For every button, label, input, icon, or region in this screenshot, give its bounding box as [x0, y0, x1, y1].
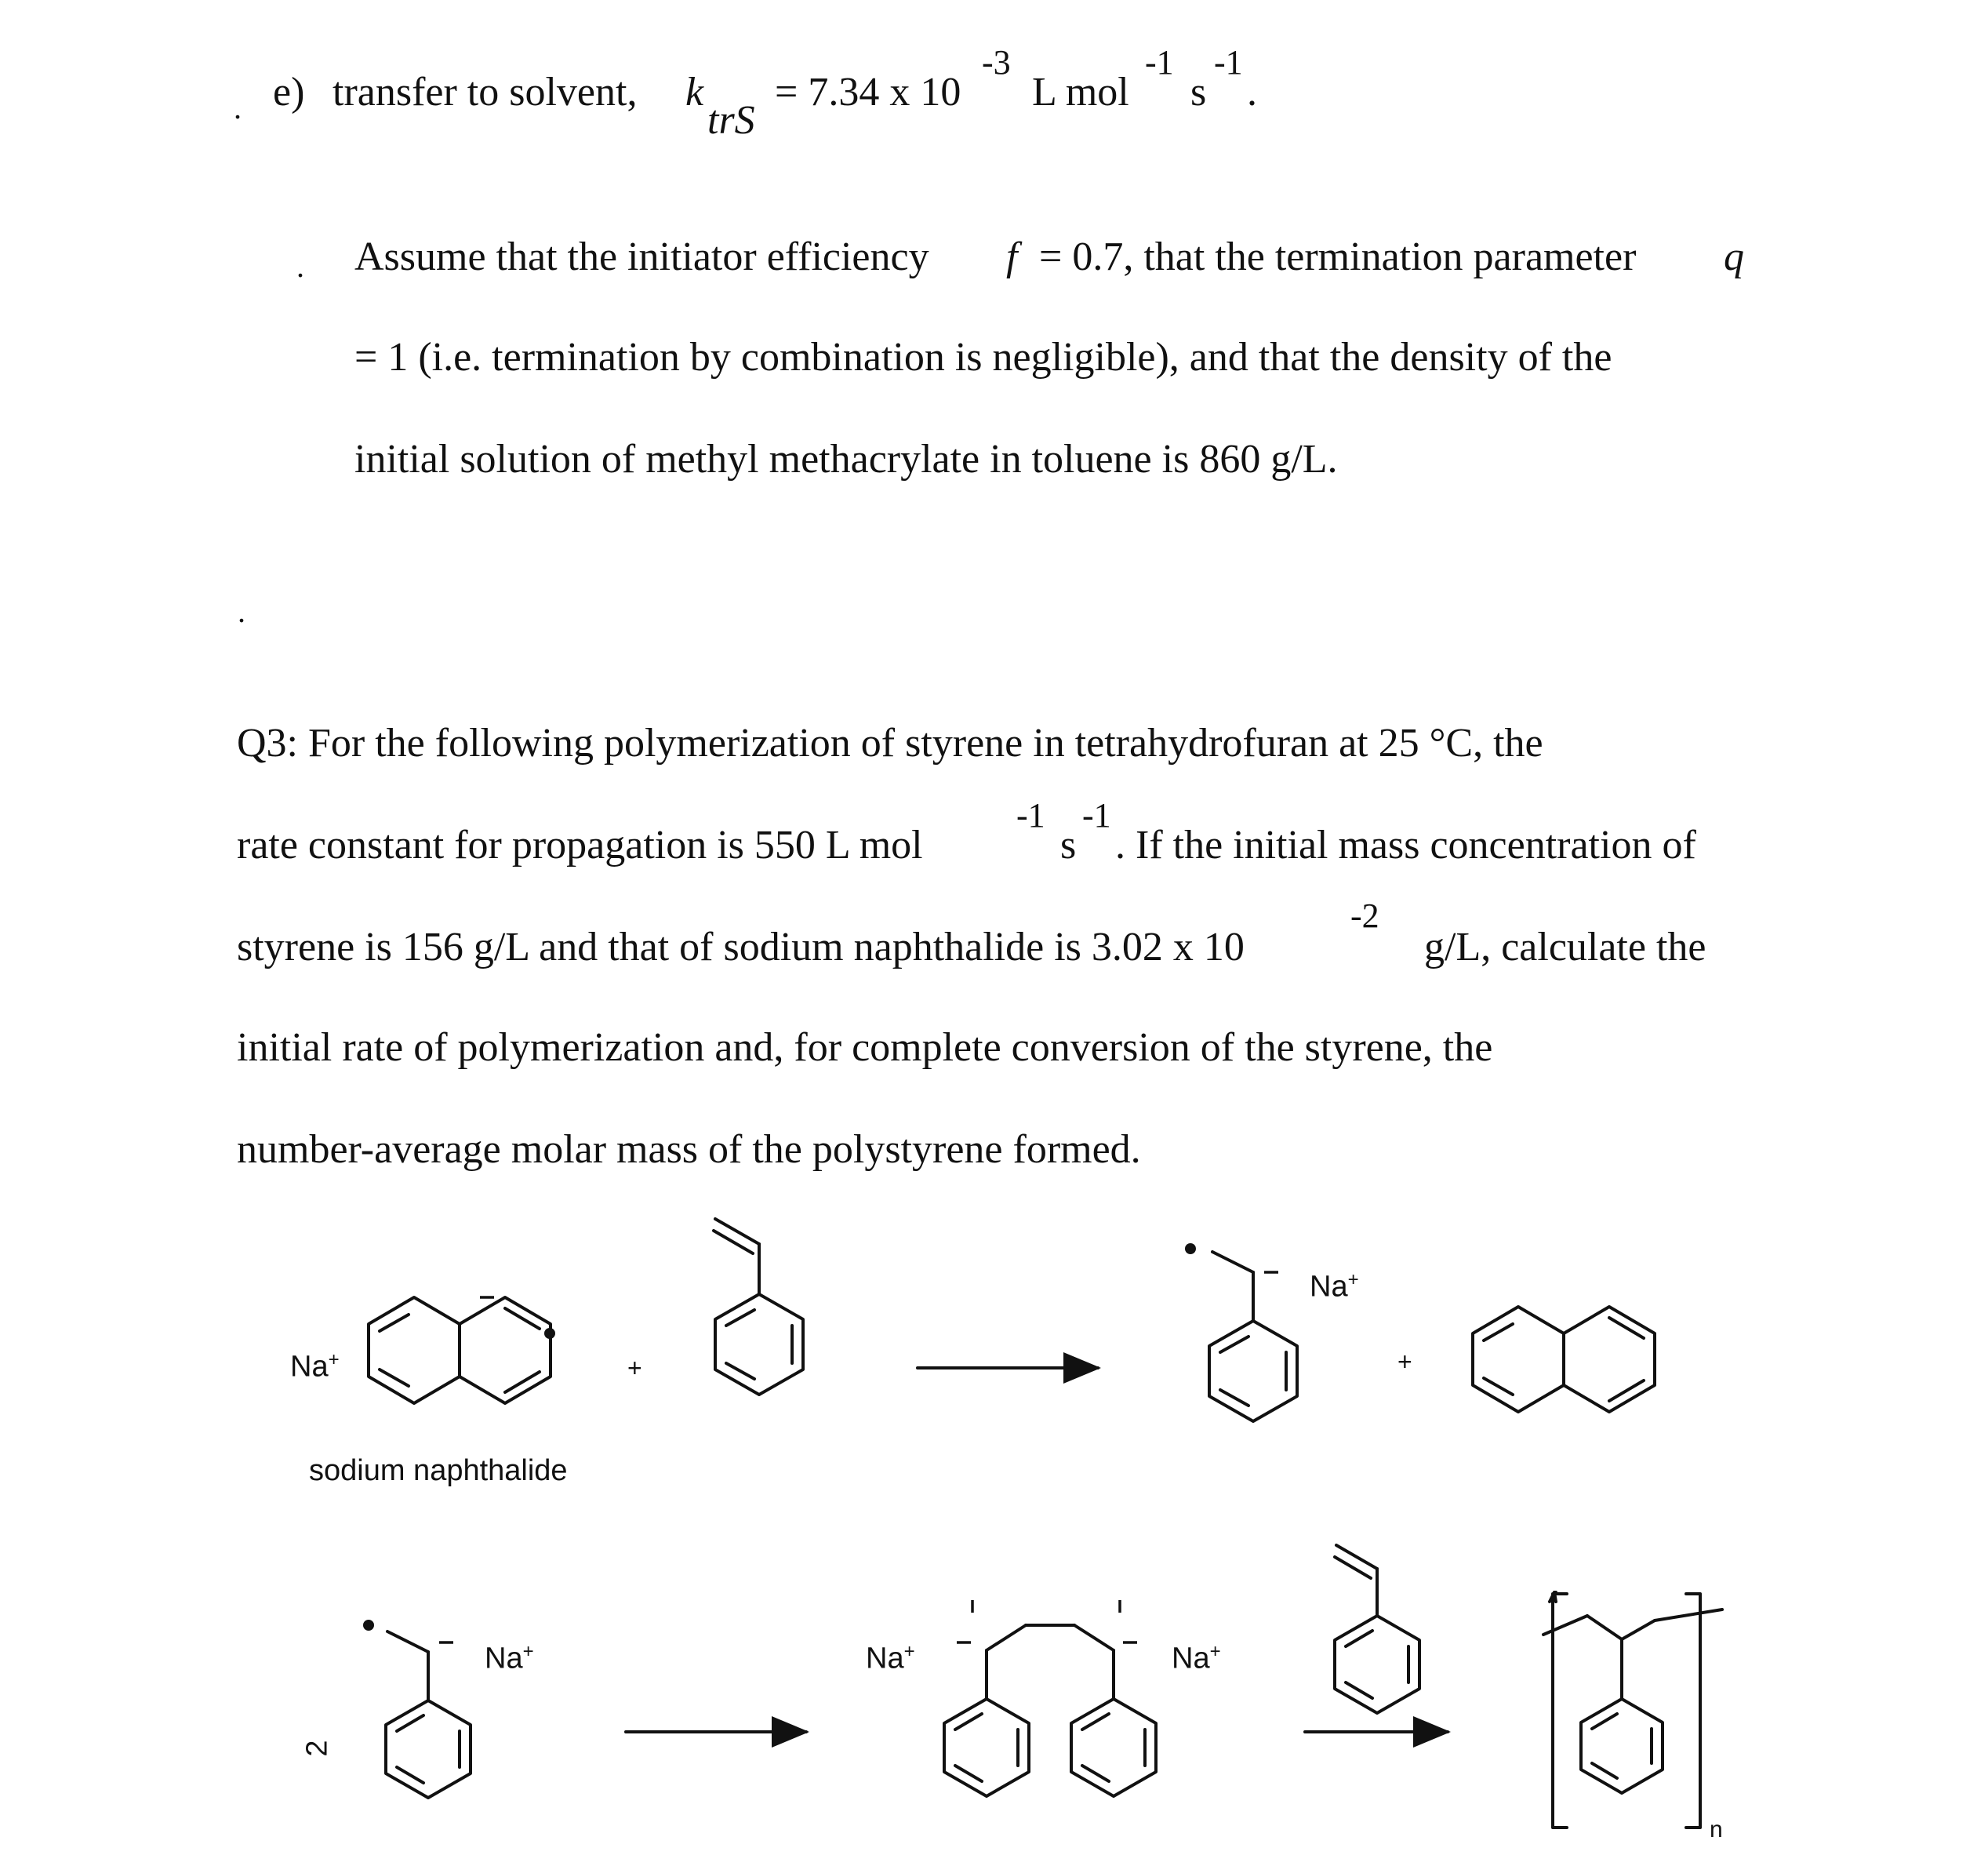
- plus-sign: +: [1397, 1348, 1412, 1376]
- q3-line-3b: g/L, calculate the: [1424, 925, 1706, 969]
- k-value: = 7.34 x 10: [775, 70, 961, 115]
- charge-plus: +: [903, 1641, 915, 1662]
- q3-line-4: initial rate of polymerization and, for complete conversion of the styrene, the: [237, 1025, 1493, 1070]
- assume-line-2: = 1 (i.e. termination by combination is negligible), and that the density of the: [354, 335, 1612, 380]
- radical-dots: [363, 1243, 1196, 1631]
- q3-line-3a: styrene is 156 g/L and that of sodium naphthalide is 3.02 x 10: [237, 925, 1245, 969]
- q-symbol: q: [1724, 235, 1744, 279]
- polystyrene-structure: [1543, 1592, 1722, 1828]
- exponent: -1: [1214, 43, 1243, 82]
- charge-plus: +: [328, 1349, 340, 1370]
- sodium-cation-label: [1310, 1271, 1359, 1302]
- exponent: -1: [1016, 796, 1045, 835]
- sodium-cation-label: [290, 1351, 340, 1382]
- coefficient-2: 2: [300, 1740, 334, 1757]
- period: .: [1247, 70, 1257, 115]
- unit-s: s: [1190, 70, 1207, 115]
- radical-dot: [363, 1620, 374, 1631]
- assume-line-1b: = 0.7, that the termination parameter: [1039, 235, 1637, 279]
- na-text: Na: [1310, 1270, 1348, 1304]
- bullet-dot: .: [296, 249, 304, 284]
- exponent: -2: [1350, 897, 1379, 935]
- styryl-anion-structure: [386, 1631, 471, 1798]
- charge-bars: [439, 1272, 1278, 1744]
- styrene-structure: [714, 1219, 803, 1395]
- sodium-cation-label: [485, 1642, 534, 1674]
- naphthalide-structure: [369, 1297, 551, 1403]
- plus-sign: +: [627, 1354, 642, 1382]
- radical-dot: [544, 1328, 555, 1339]
- radical-dot: [1185, 1243, 1196, 1254]
- exponent: -1: [1082, 796, 1111, 835]
- k-symbol: k: [685, 70, 704, 115]
- sodium-cation-label: [1172, 1642, 1221, 1674]
- dianion-structure: [944, 1625, 1156, 1796]
- charge-plus: +: [1347, 1269, 1359, 1290]
- unit-l-mol: L mol: [1032, 70, 1129, 115]
- na-text: Na: [1172, 1642, 1210, 1675]
- exponent: -3: [982, 43, 1011, 82]
- q3-line-2b: . If the initial mass concentration of: [1115, 823, 1696, 868]
- charge-plus: +: [522, 1641, 534, 1662]
- na-text: Na: [290, 1350, 329, 1384]
- stray-dot: .: [238, 594, 245, 629]
- bullet-dot: .: [234, 90, 242, 125]
- sodium-naphthalide-caption: sodium naphthalide: [309, 1454, 568, 1487]
- naphthalene-structure: [1473, 1307, 1655, 1412]
- q3-line-5: number-average molar mass of the polystyrene formed.: [237, 1127, 1141, 1172]
- sodium-cation-label: [866, 1642, 915, 1674]
- unit-s: s: [1060, 823, 1077, 868]
- part-e-text: transfer to solvent,: [333, 70, 638, 115]
- na-text: Na: [866, 1642, 904, 1675]
- part-e-label: e): [273, 70, 305, 115]
- assume-line-1a: Assume that the initiator efficiency: [354, 235, 929, 279]
- f-symbol: f: [1006, 235, 1018, 279]
- exponent: -1: [1145, 43, 1174, 82]
- q3-line-1: Q3: For the following polymerization of styrene in tetrahydrofuran at 25 °C, the: [237, 721, 1543, 766]
- styrene-structure: [1335, 1545, 1419, 1713]
- charge-plus: +: [1209, 1641, 1221, 1662]
- k-subscript: trS: [707, 98, 755, 143]
- q3-line-2a: rate constant for propagation is 550 L mol: [237, 823, 923, 868]
- styryl-anion-structure: [1209, 1252, 1297, 1421]
- assume-line-3: initial solution of methyl methacrylate in toluene is 860 g/L.: [354, 437, 1338, 482]
- na-text: Na: [485, 1642, 523, 1675]
- subscript-n: n: [1710, 1817, 1723, 1842]
